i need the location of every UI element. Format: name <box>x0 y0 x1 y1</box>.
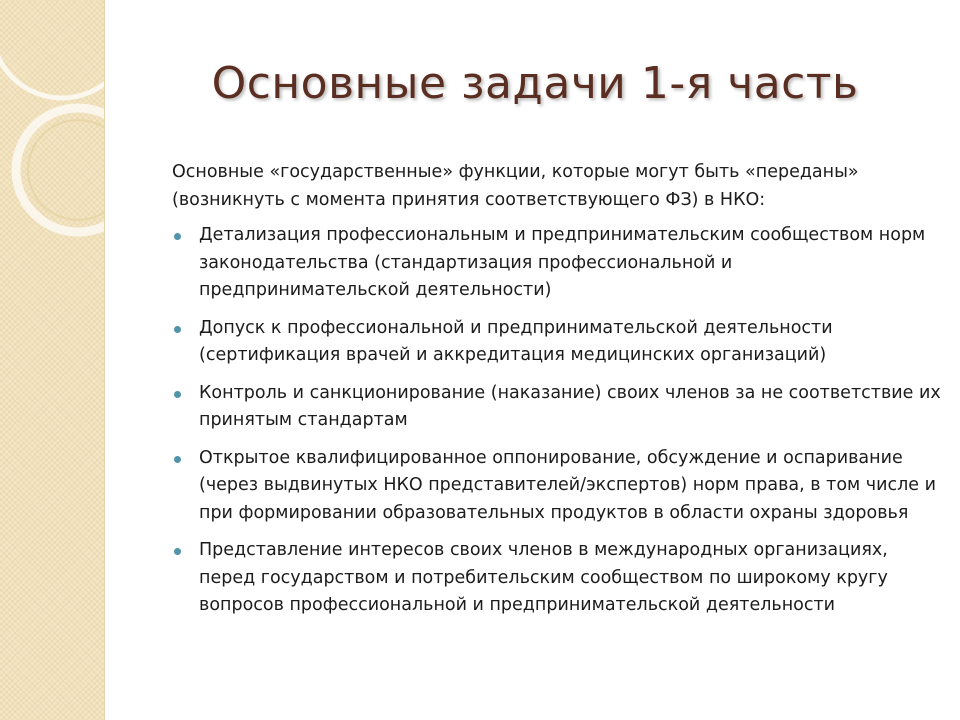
bullet-dot-icon <box>174 548 181 555</box>
bullet-text: Допуск к профессиональной и предпринимательской деятельности (сертификация врачей и аккредитация медицинских организаций) <box>199 317 833 365</box>
bullet-text: Представление интересов своих членов в международных организациях, перед государством и потребительским сообществом по широкому кругу вопросов профессиональной и предпринимательской деятельности <box>199 540 888 615</box>
bullet-text: Детализация профессиональным и предпринимательским сообществом норм законодательства (стандартизация профессиональной и предпринимательской деятельности) <box>199 225 926 300</box>
decorative-side-panel <box>0 0 105 720</box>
bullet-item <box>172 445 942 528</box>
bullet-item <box>172 222 942 305</box>
intro-text: Основные «государственные» функции, которые могут быть «переданы» (возникнуть с момента принятия соответствующего ФЗ) в НКО: <box>172 162 859 210</box>
bullet-text: Контроль и санкционирование (наказание) своих членов за не соответствие их принятым стандартам <box>199 382 941 430</box>
bullet-list <box>172 222 942 630</box>
bullet-item <box>172 537 942 620</box>
bullet-dot-icon <box>174 456 181 463</box>
bullet-dot-icon <box>174 391 181 398</box>
bullet-item <box>172 315 942 370</box>
slide-title: Основные задачи 1-я часть <box>211 58 859 109</box>
bullet-dot-icon <box>174 233 181 240</box>
decorative-circles <box>0 0 104 720</box>
bullet-item <box>172 380 942 435</box>
bullet-dot-icon <box>174 326 181 333</box>
bullet-text: Открытое квалифицированное оппонирование, обсуждение и оспаривание (через выдвинутых НКО представителей/экспертов) норм права, в том числе и при формировании образовательных продуктов в области охраны здоровья <box>199 447 937 523</box>
